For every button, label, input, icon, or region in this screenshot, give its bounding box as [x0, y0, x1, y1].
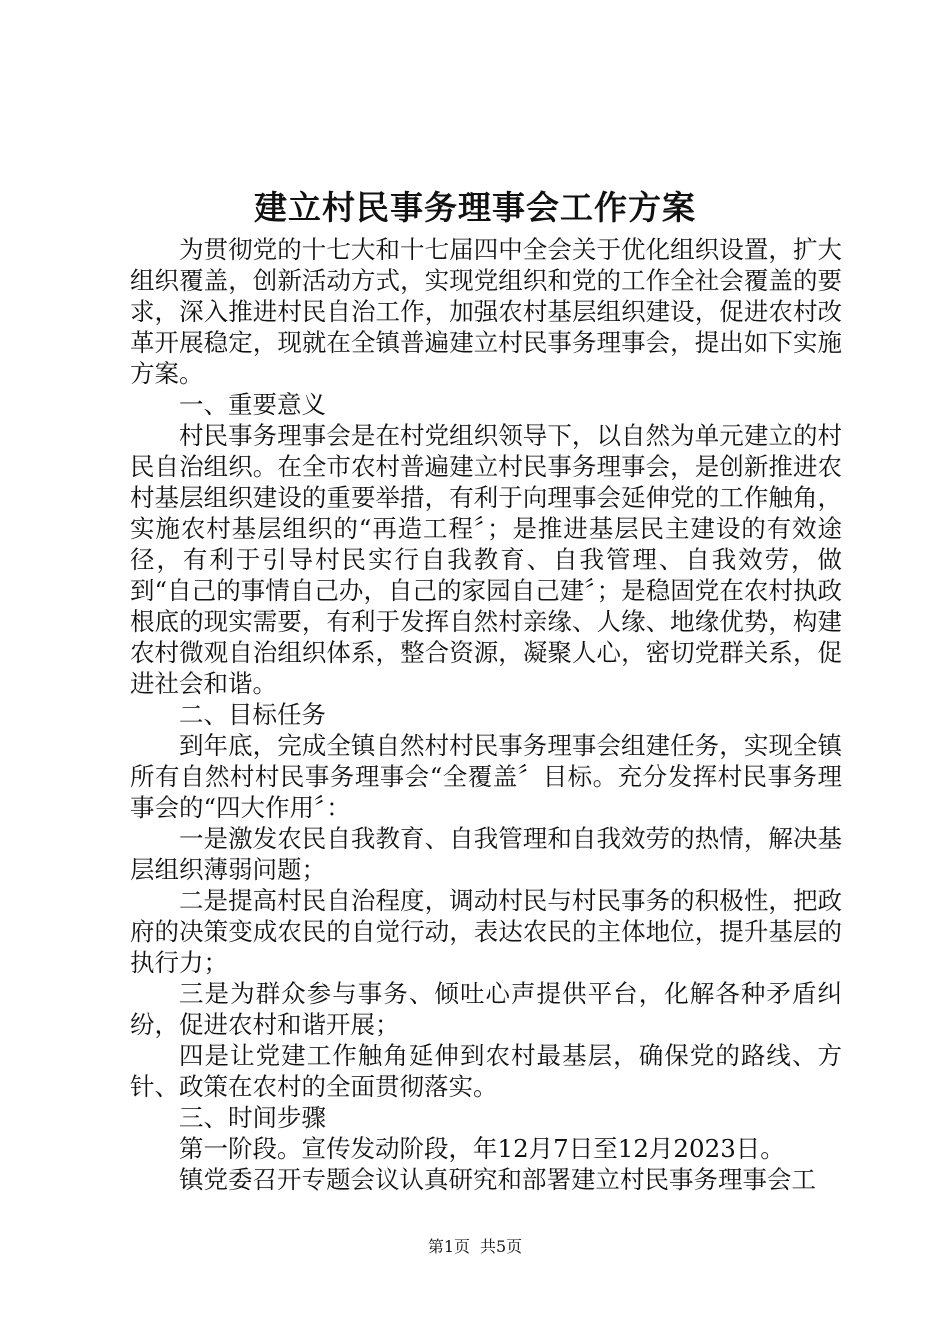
- page-number-current: 第1页: [427, 1237, 470, 1256]
- document-title: 建立村民事务理事会工作方案: [254, 188, 696, 227]
- page-footer: [0, 1237, 950, 1257]
- significance-paragraph: 村民事务理事会是在村党组织领导下，以自然为单元建立的村民自治组织。在全市农村普遍建立村民事务理事会，是创新推进农村基层组织建设的重要举措，有利于向理事会延伸党的工作触角，实施农村基层组织的“再造工程〞；是推进基层民主建设的有效途径，有利于引导村民实行自我教育、自我管理、自我效劳，做到“自己的事情自己办，自己的家园自己建〞；是稳固党在农村执政根底的现实需要，有利于发挥自然村亲缘、人缘、地缘优势，构建农村微观自治组织体系，整合资源，凝聚人心，密切党群关系，促进社会和谐。: [130, 421, 842, 698]
- goal-item-3: 三是为群众参与事务、倾吐心声提供平台，化解各种矛盾纠纷，促进农村和谐开展；: [130, 979, 842, 1039]
- intro-paragraph: 为贯彻党的十七大和十七届四中全会关于优化组织设置，扩大组织覆盖，创新活动方式，实现党组织和党的工作全社会覆盖的要求，深入推进村民自治工作，加强农村基层组织建设，促进农村改革开展稳定，现就在全镇普遍建立村民事务理事会，提出如下实施方案。: [130, 235, 842, 388]
- page-number-total: 共5页: [480, 1237, 523, 1256]
- goals-paragraph: 到年底，完成全镇自然村村民事务理事会组建任务，实现全镇所有自然村村民事务理事会“全覆盖〞目标。充分发挥村民事务理事会的“四大作用〞：: [130, 731, 842, 822]
- section-heading-schedule: 三、时间步骤: [179, 1103, 326, 1132]
- stage1-text: 镇党委召开专题会议认真研究和部署建立村民事务理事会工: [179, 1165, 816, 1194]
- document-body: [130, 234, 842, 1195]
- goal-item-1: 一是激发农民自我教育、自我管理和自我效劳的热情，解决基层组织薄弱问题；: [130, 824, 842, 884]
- goal-item-2: 二是提高村民自治程度，调动村民与村民事务的积极性，把政府的决策变成农民的自觉行动，表达农民的主体地位，提升基层的执行力；: [130, 886, 842, 977]
- stage1-line: 第一阶段。宣传发动阶段，年12月7日至12月2023日。: [179, 1134, 785, 1163]
- goal-item-4: 四是让党建工作触角延伸到农村最基层，确保党的路线、方针、政策在农村的全面贯彻落实。: [130, 1041, 842, 1101]
- section-heading-goals: 二、目标任务: [179, 700, 326, 729]
- section-heading-significance: 一、重要意义: [179, 390, 326, 419]
